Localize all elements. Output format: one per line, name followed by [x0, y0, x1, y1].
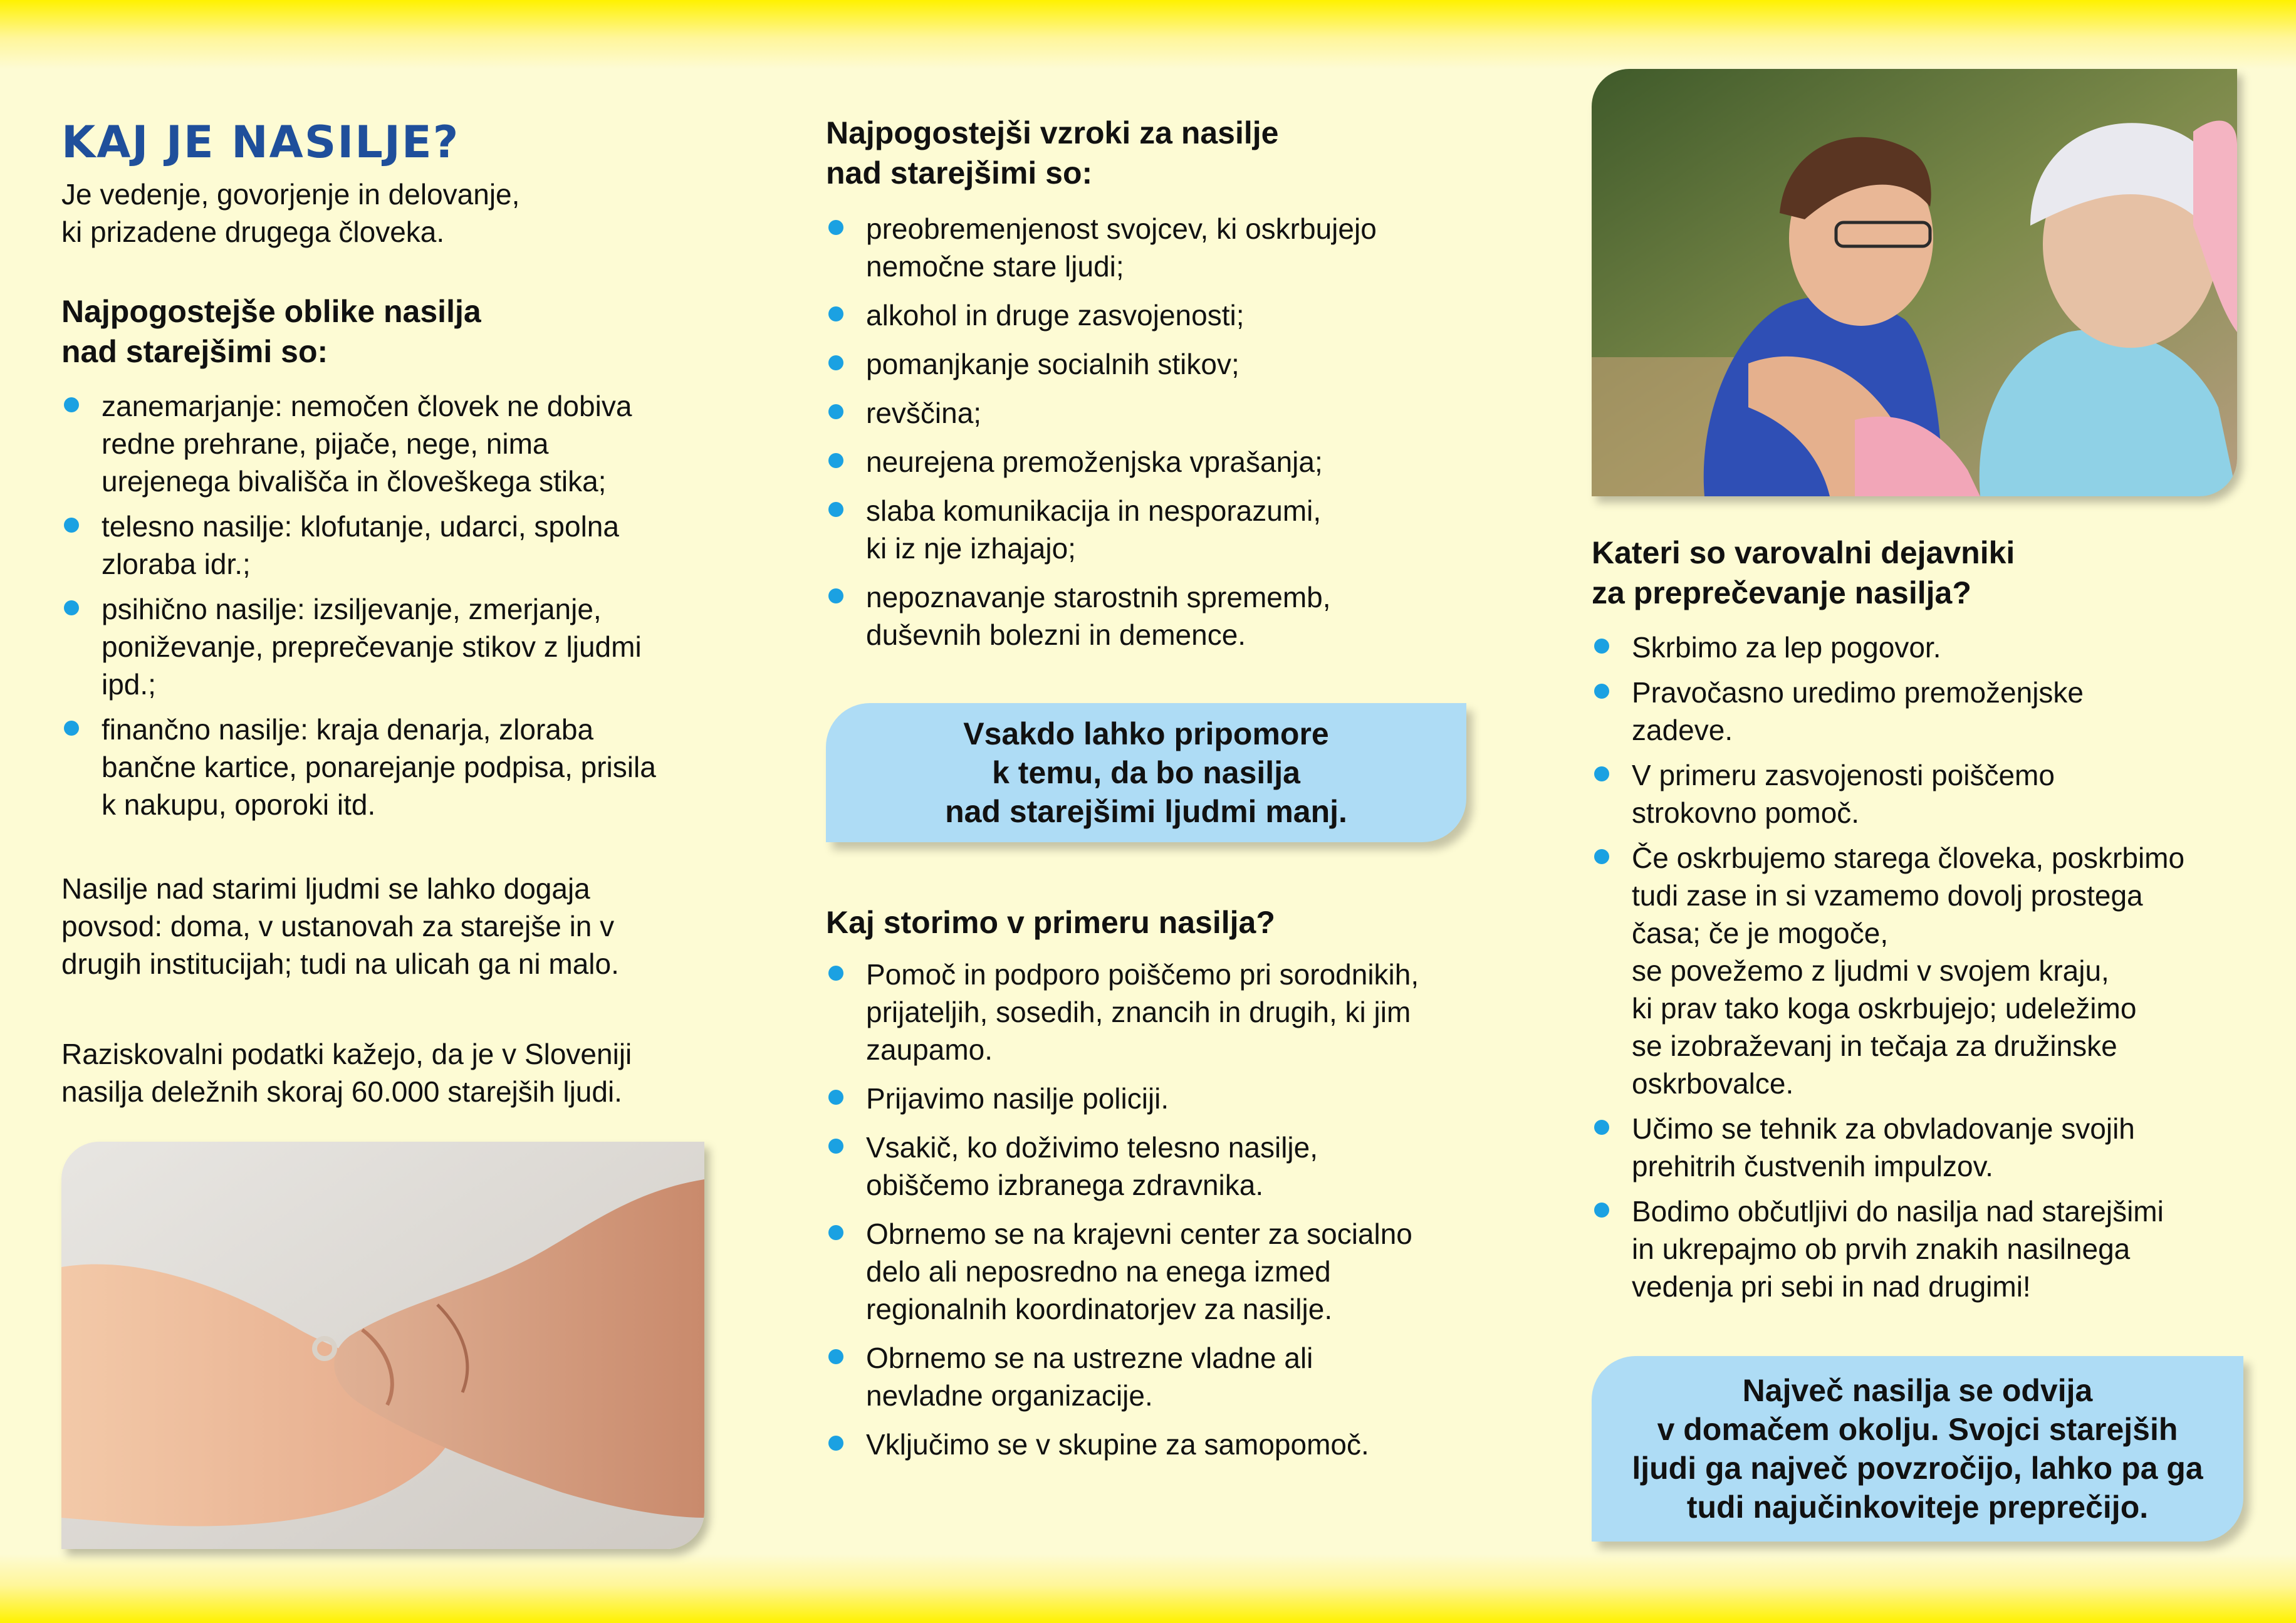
causes-list	[826, 210, 1471, 654]
list-item	[1592, 1192, 2243, 1305]
list-item-line: Prijavimo nasilje policiji.	[866, 1082, 1169, 1115]
protective-heading	[1592, 533, 2015, 613]
intro-line: ki prizadene drugega človeka.	[61, 216, 445, 248]
list-item-line: ki iz nje izhajajo;	[866, 532, 1076, 565]
list-item-line: Obrnemo se na ustrezne vladne ali	[866, 1342, 1313, 1374]
list-item-line: Obrnemo se na krajevni center za socialno	[866, 1218, 1412, 1250]
list-item-line: zaupamo.	[866, 1033, 993, 1066]
list-item-line: regionalnih koordinatorjev za nasilje.	[866, 1293, 1333, 1325]
list-item-line: V primeru zasvojenosti poiščemo	[1632, 759, 2055, 791]
forms-heading-line: nad starejšimi so:	[61, 334, 328, 369]
list-item-line: finančno nasilje: kraja denarja, zloraba	[102, 713, 594, 746]
intro-line: Je vedenje, govorjenje in delovanje,	[61, 178, 520, 211]
protective-heading-line: za preprečevanje nasilja?	[1592, 575, 1971, 610]
list-item-line: Pomoč in podporo poiščemo pri sorodnikih,	[866, 958, 1419, 991]
list-item-line: Če oskrbujemo starega človeka, poskrbimo	[1632, 842, 2185, 874]
list-item	[826, 956, 1490, 1068]
list-item-line: nepoznavanje starostnih sprememb,	[866, 581, 1331, 613]
intro-text	[61, 175, 519, 251]
list-item	[826, 1426, 1490, 1463]
list-item-line: Vsakič, ko doživimo telesno nasilje,	[866, 1131, 1318, 1164]
list-item-line: oskrbovalce.	[1632, 1067, 1794, 1100]
list-item-line: delo ali neposredno na enega izmed	[866, 1255, 1331, 1288]
list-item	[826, 394, 1471, 432]
list-item	[61, 508, 719, 583]
list-item-line: se izobraževanj in tečaja za družinske	[1632, 1030, 2117, 1062]
top-yellow-band	[0, 0, 2296, 69]
list-item-line: ipd.;	[102, 668, 156, 701]
action-heading: Kaj storimo v primeru nasilja?	[826, 905, 1275, 940]
caregiver-photo	[1592, 69, 2237, 496]
list-item-line: prehitrih čustvenih impulzov.	[1632, 1150, 1993, 1182]
list-item	[826, 1080, 1490, 1117]
list-item-line: zadeve.	[1632, 714, 1733, 746]
list-item-line: nevladne organizacije.	[866, 1379, 1153, 1412]
list-item-line: slaba komunikacija in nesporazumi,	[866, 494, 1322, 527]
bottom-yellow-band	[0, 1554, 2296, 1623]
locations-paragraph	[61, 870, 619, 983]
list-item	[826, 1129, 1490, 1204]
list-item-line: obiščemo izbranega zdravnika.	[866, 1169, 1264, 1201]
list-item-line: neurejena premoženjska vprašanja;	[866, 446, 1323, 478]
list-item	[826, 578, 1471, 654]
list-item	[826, 492, 1471, 567]
list-item	[826, 296, 1471, 334]
list-item-line: nemočne stare ljudi;	[866, 250, 1124, 283]
list-item	[1592, 629, 2243, 666]
list-item	[1592, 1110, 2243, 1185]
list-item	[826, 210, 1471, 285]
list-item-line: redne prehrane, pijače, nege, nima	[102, 427, 549, 460]
paragraph-line: nasilja deležnih skoraj 60.000 starejših ljudi.	[61, 1075, 622, 1108]
protective-heading-line: Kateri so varovalni dejavniki	[1592, 535, 2015, 570]
list-item	[1592, 674, 2243, 749]
list-item-line: pomanjkanje socialnih stikov;	[866, 348, 1239, 380]
list-item-line: telesno nasilje: klofutanje, udarci, spolna	[102, 510, 619, 543]
causes-heading	[826, 113, 1278, 193]
list-item	[826, 345, 1471, 383]
list-item-line: psihično nasilje: izsiljevanje, zmerjanje,	[102, 593, 602, 625]
list-item	[1592, 839, 2243, 1102]
list-item-line: preobremenjenost svojcev, ki oskrbujejo	[866, 212, 1377, 245]
list-item-line: alkohol in druge zasvojenosti;	[866, 299, 1245, 331]
paragraph-line: drugih institucijah; tudi na ulicah ga ni malo.	[61, 947, 619, 980]
actions-list	[826, 956, 1490, 1463]
list-item-line: časa; če je mogoče,	[1632, 917, 1889, 949]
list-item-line: zloraba idr.;	[102, 548, 251, 580]
list-item	[61, 387, 719, 500]
list-item	[1592, 756, 2243, 832]
list-item-line: revščina;	[866, 397, 982, 429]
list-item-line: tudi zase in si vzamemo dovolj prostega	[1632, 879, 2143, 912]
list-item-line: urejenega bivališča in človeškega stika;	[102, 465, 607, 498]
list-item-line: prijateljih, sosedih, znancih in drugih, ki jim	[866, 996, 1411, 1028]
list-item-line: se povežemo z ljudmi v svojem kraju,	[1632, 954, 2109, 987]
list-item-line: bančne kartice, ponarejanje podpisa, prisila	[102, 751, 656, 783]
list-item	[61, 590, 719, 703]
paragraph-line: Nasilje nad starimi ljudmi se lahko dogaja	[61, 872, 590, 905]
causes-heading-line: Najpogostejši vzroki za nasilje	[826, 115, 1279, 150]
list-item-line: Bodimo občutljivi do nasilja nad starejšimi	[1632, 1195, 2164, 1228]
factors-list	[1592, 629, 2243, 1305]
paragraph-line: Raziskovalni podatki kažejo, da je v Sloveniji	[61, 1038, 632, 1070]
list-item-line: strokovno pomoč.	[1632, 796, 1860, 829]
page-title: KAJ JE NASILJE?	[61, 117, 460, 168]
callout-box: Vsakdo lahko pripomore k temu, da bo nasilja nad starejšimi ljudmi manj.	[826, 703, 1466, 842]
list-item-line: duševnih bolezni in demence.	[866, 618, 1246, 651]
holding-hands-photo	[61, 1142, 704, 1549]
list-item-line: Vključimo se v skupine za samopomoč.	[866, 1428, 1369, 1461]
list-item	[826, 1215, 1490, 1328]
list-item-line: Skrbimo za lep pogovor.	[1632, 631, 1941, 664]
forms-heading-line: Najpogostejše oblike nasilja	[61, 294, 481, 329]
list-item-line: vedenja pri sebi in nad drugimi!	[1632, 1270, 2031, 1303]
forms-heading	[61, 291, 481, 372]
list-item	[826, 443, 1471, 481]
causes-heading-line: nad starejšimi so:	[826, 155, 1093, 190]
list-item-line: Učimo se tehnik za obvladovanje svojih	[1632, 1112, 2135, 1145]
list-item-line: Pravočasno uredimo premoženjske	[1632, 676, 2084, 709]
forms-list	[61, 387, 719, 823]
statistics-paragraph	[61, 1035, 632, 1110]
list-item-line: ki prav tako koga oskrbujejo; udeležimo	[1632, 992, 2137, 1025]
list-item-line: in ukrepajmo ob prvih znakih nasilnega	[1632, 1233, 2131, 1265]
list-item-line: zanemarjanje: nemočen človek ne dobiva	[102, 390, 632, 422]
paragraph-line: povsod: doma, v ustanovah za starejše in v	[61, 910, 615, 942]
list-item-line: k nakupu, oporoki itd.	[102, 788, 376, 821]
callout-box-domestic: Največ nasilja se odvija v domačem okolju. Svojci starejših ljudi ga največ povzročijo, lahko pa ga tudi najučinkoviteje preprečijo.	[1592, 1356, 2243, 1542]
list-item	[826, 1339, 1490, 1414]
list-item-line: poniževanje, preprečevanje stikov z ljudmi	[102, 630, 642, 663]
list-item	[61, 711, 719, 823]
